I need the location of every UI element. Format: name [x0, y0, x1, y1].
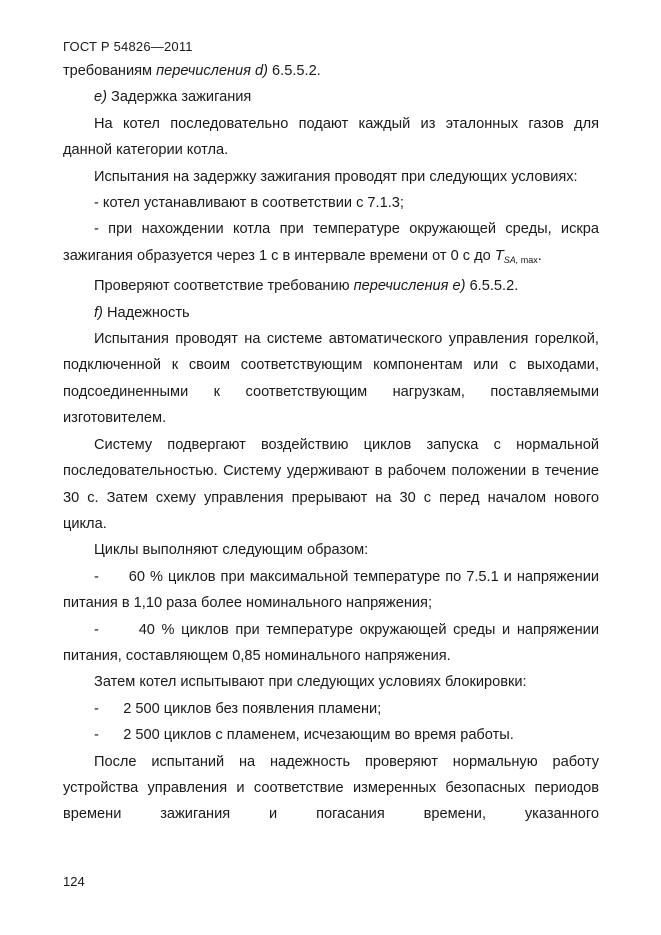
section-heading-f: f) Надежность	[94, 304, 190, 321]
list-item: - 2 500 циклов без появления пламени;	[94, 700, 382, 717]
list-item: - 60 % циклов при максимальной температуре по 7.5.1 и напряжении питания в 1,10 раза более номинального напряжения;	[63, 568, 604, 612]
paragraph: Систему подвергают воздействию циклов запуска с нормальной последовательностью. Систему удерживают в рабочем положении в течение 30 с. Затем схему управления прерывают на 30 с перед началом нового цикла.	[63, 436, 599, 532]
paragraph: Проверяют соответствие требованию перечисления e) 6.5.5.2.	[94, 278, 519, 295]
paragraph: Испытания проводят на системе автоматического управления горелкой, подключенной к своим соответствующим компонентам или с выходами, подсоединенными к соответствующим нагрузкам, поставляемыми изготовителем.	[63, 331, 599, 427]
paragraph: Затем котел испытывают при следующих условиях блокировки:	[94, 674, 527, 691]
paragraph: Циклы выполняют следующим образом:	[94, 542, 369, 559]
list-item: - 40 % циклов при температуре окружающей среды и напряжении питания, составляющем 0,85 номинального напряжения.	[63, 621, 604, 664]
list-item: - котел устанавливают в соответствии с 7.1.3;	[94, 195, 404, 212]
paragraph: На котел последовательно подают каждый из эталонных газов для данной категории котла.	[63, 115, 599, 159]
section-heading-e: e) Задержка зажигания	[94, 89, 252, 106]
page-number: 124	[63, 874, 85, 889]
list-item: - 2 500 циклов с пламенем, исчезающим во время работы.	[94, 727, 514, 744]
running-header: ГОСТ Р 54826—2011	[63, 39, 193, 54]
paragraph-continuation: требованиям перечисления d) 6.5.5.2.	[63, 63, 321, 79]
formula-subscript: SA, max	[503, 254, 538, 265]
paragraph: Испытания на задержку зажигания проводят при следующих условиях:	[94, 168, 578, 185]
list-item: - при нахождении котла при температуре окружающей среды, искра зажигания образуется через 1 с в интервале времени от 0 с до $T_{SA, max}$.	[63, 221, 599, 265]
formula-symbol: T	[494, 247, 504, 264]
paragraph: После испытаний на надежность проверяют нормальную работу устройства управления и соответствие измеренных безопасных периодов времени зажигания и погасания времени, указанного	[63, 753, 599, 823]
document-body	[63, 58, 604, 828]
